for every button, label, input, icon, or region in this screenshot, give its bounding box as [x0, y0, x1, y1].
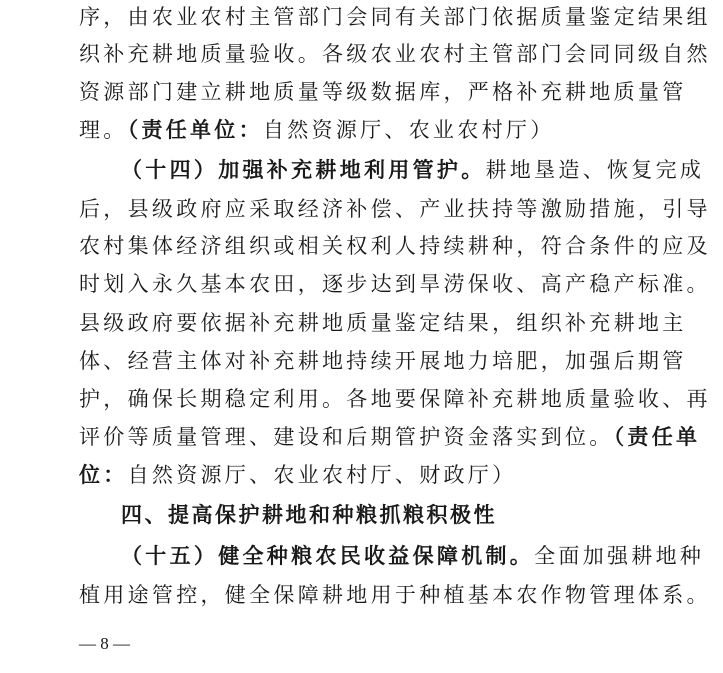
body-text-line: 资源部门建立耕地质量等级数据库，严格补充耕地质量管 [79, 80, 687, 104]
body-text-line: 织补充耕地质量验收。各级农业农村主管部门会同同级自然 [79, 42, 711, 66]
body-text-line: 序，由农业农村主管部门会同有关部门依据质量鉴定结果组 [79, 5, 711, 29]
body-text-line: 后，县级政府应采取经济补偿、产业扶持等激励措施，引导 [79, 197, 711, 221]
responsible-unit-label: 位： [79, 462, 128, 487]
body-text-line: 植用途管控，健全保障耕地用于种植基本农作物管理体系。 [79, 583, 711, 607]
body-text-line: 县级政府要依据补充耕地质量鉴定结果，组织补充耕地主 [79, 311, 687, 335]
body-text-line: 农村集体经济组织或相关权利人持续耕种，符合条件的应及 [79, 234, 711, 258]
body-text-line: 时划入永久基本农田，逐步达到旱涝保收、高产稳产标准。 [79, 272, 711, 296]
body-text-line: 护，确保长期稳定利用。各地要保障补充耕地质量验收、再 [79, 387, 711, 411]
responsible-unit-label: （责任单 [613, 424, 701, 449]
section-15-title: （十五）健全种粮农民收益保障机制。 [121, 543, 535, 568]
section-heading: 四、提高保护耕地和种粮抓粮积极性 [121, 503, 497, 527]
page-number: — 8 — [79, 634, 130, 653]
body-text-line: 评价等质量管理、建设和后期管护资金落实到位。（责任单 [79, 424, 701, 449]
body-text-line: 位：自然资源厅、农业农村厅、财政厅） [79, 462, 517, 487]
responsible-unit-label: （责任单位： [127, 117, 263, 142]
section-14-heading-line: （十四）加强补充耕地利用管护。耕地垦造、恢复完成 [121, 157, 705, 182]
section-14-title: （十四）加强补充耕地利用管护。 [121, 157, 486, 182]
body-text-line: 体、经营主体对补充耕地持续开展地力培肥，加强后期管 [79, 349, 687, 373]
section-15-heading-line: （十五）健全种粮农民收益保障机制。全面加强耕地种 [121, 543, 705, 568]
body-text-line: 理。（责任单位：自然资源厅、农业农村厅） [79, 117, 555, 142]
